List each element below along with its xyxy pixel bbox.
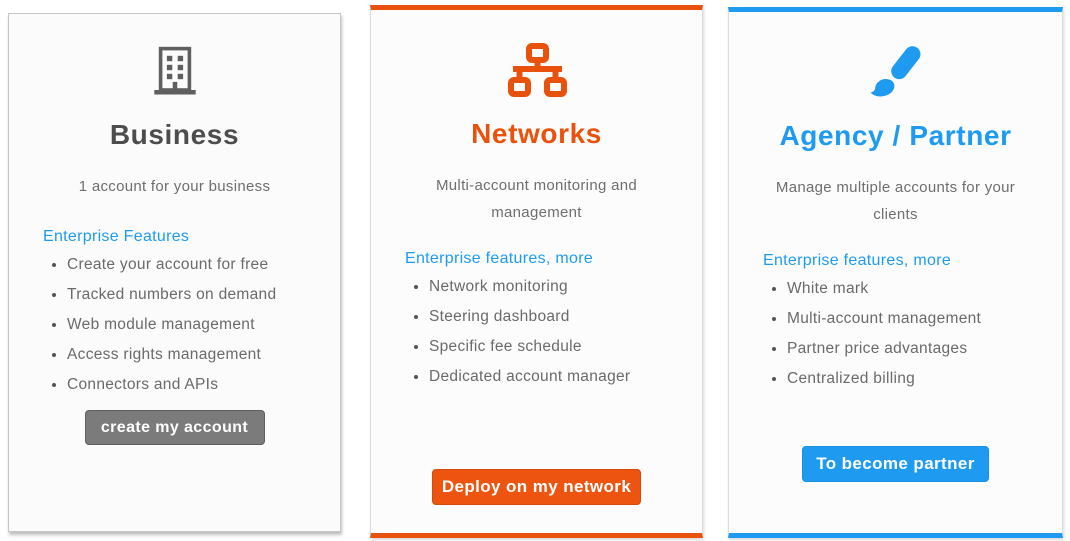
- feature-item: • Connectors and APIs: [67, 376, 276, 394]
- building-icon: [148, 41, 202, 103]
- feature-item: • Network monitoring: [429, 278, 630, 296]
- features-block: [729, 252, 981, 400]
- plan-title: Agency / Partner: [779, 120, 1012, 151]
- plan-subtitle: 1 account for your business: [78, 178, 271, 195]
- feature-item: • Multi-account management: [787, 310, 981, 328]
- plan-card-networks: [370, 5, 703, 538]
- feature-item: • Specific fee schedule: [429, 338, 630, 356]
- features-block: [371, 250, 630, 398]
- paintbrush-icon: [866, 42, 926, 104]
- network-icon: [505, 40, 569, 102]
- plan-card-agency-partner: [728, 7, 1063, 538]
- plan-card-business: [8, 13, 341, 532]
- feature-list: [43, 256, 276, 394]
- plan-title: Networks: [471, 118, 602, 149]
- feature-list: [763, 280, 981, 388]
- plan-title: Business: [109, 119, 240, 150]
- feature-list: [405, 278, 630, 386]
- plan-subtitle: Multi-account monitoring and management: [436, 177, 637, 221]
- features-block: [9, 228, 276, 406]
- plan-subtitle: Manage multiple accounts for your clients: [775, 179, 1016, 223]
- feature-item: • Create your account for free: [67, 256, 276, 274]
- feature-item: • Access rights management: [67, 346, 276, 364]
- create-account-button[interactable]: create my account: [85, 410, 265, 445]
- enterprise-features-link[interactable]: Enterprise Features: [43, 228, 190, 245]
- enterprise-features-more-link[interactable]: Enterprise features, more: [405, 250, 594, 267]
- feature-item: • Dedicated account manager: [429, 368, 630, 386]
- feature-item: • Partner price advantages: [787, 340, 981, 358]
- deploy-network-button[interactable]: Deploy on my network: [432, 469, 641, 505]
- enterprise-features-more-link[interactable]: Enterprise features, more: [763, 252, 952, 269]
- feature-item: • Centralized billing: [787, 370, 981, 388]
- feature-item: • Web module management: [67, 316, 276, 334]
- feature-item: • Tracked numbers on demand: [67, 286, 276, 304]
- become-partner-button[interactable]: To become partner: [802, 446, 989, 482]
- feature-item: • White mark: [787, 280, 981, 298]
- feature-item: • Steering dashboard: [429, 308, 630, 326]
